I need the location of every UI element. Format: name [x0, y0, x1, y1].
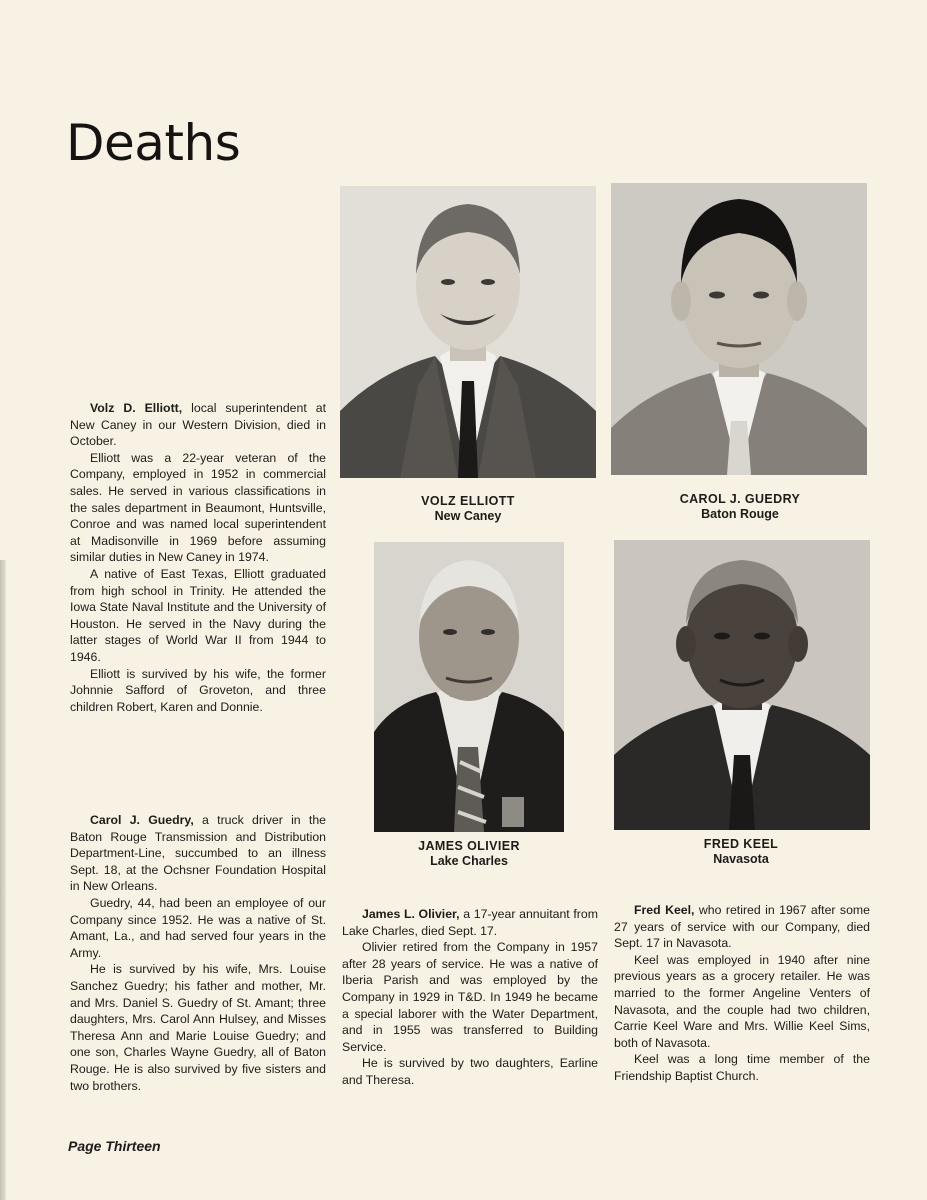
caption-location: New Caney [434, 509, 502, 523]
caption-location: Navasota [713, 852, 769, 866]
obituary-carol-guedry [70, 812, 326, 1094]
obituary-lead-name: Fred Keel, [634, 903, 695, 917]
caption-name: FRED KEEL [703, 837, 779, 851]
caption-name: JAMES OLIVIER [418, 839, 520, 853]
caption-volz-elliott [360, 494, 576, 524]
obituary-paragraph: He is survived by two daughters, Earline and Theresa. [342, 1056, 598, 1087]
obituary-paragraph: He is survived by his wife, Mrs. Louise Sanchez Guedry; his father and mother, Mr. and Mrs. Daniel S. Guedry of St. Amant; three daughters, Mrs. Carol Ann Hulsey, and Misses Theresa Ann and Marie Louise Guedry; and one son, Charles Wayne Guedry, all of Baton Rouge. He is also survived by five sisters and two brothers. [70, 962, 326, 1093]
obituary-lead-name: Volz D. Elliott, [90, 401, 183, 415]
obituary-james-olivier [342, 906, 598, 1089]
page-edge-shadow [0, 560, 6, 1200]
caption-location: Lake Charles [430, 854, 508, 868]
obituary-fred-keel [614, 902, 870, 1085]
obituary-lead [70, 400, 326, 450]
obituary-paragraph: Keel was a long time member of the Friendship Baptist Church. [614, 1052, 870, 1083]
obituary-lead [70, 812, 326, 895]
obituary-lead-text: a truck driver in the Baton Rouge Transmission and Distribution Department-Line, succumbed to an illness Sept. 18, at the Ochsner Foundation Hospital in New Orleans. [70, 813, 327, 894]
obituary-lead-text: who retired in 1967 after some 27 years of service with our Company, died Sept. 17 in Navasota. [614, 903, 870, 951]
obituary-lead-text: local superintendent at New Caney in our Western Division, died in October. [70, 401, 326, 449]
obituary-lead-text: a 17-year annuitant from Lake Charles, died Sept. 17. [342, 907, 598, 938]
obituary-paragraph: Keel was employed in 1940 after nine previous years as a grocery retailer. He was married to the former Angeline Venters of Navasota, and the couple had two children, Carrie Keel Ware and Mrs. Willie Keel Sims, both of Navasota. [614, 952, 870, 1050]
obituary-paragraph: Guedry, 44, had been an employee of our Company since 1952. He was a native of St. Amant, La., and had served four years in the Army. [70, 895, 326, 960]
obituary-paragraph: A native of East Texas, Elliott graduated from high school in Trinity. He attended the Iowa State Naval Institute and the University of Houston. He served in the Navy during the latter stages of World War II from 1944 to 1946. [70, 566, 326, 664]
obituary-lead [342, 906, 598, 939]
caption-location: Baton Rouge [701, 507, 779, 521]
page-title: Deaths [66, 114, 241, 172]
portrait-james-olivier [374, 542, 564, 832]
portrait-fred-keel [614, 540, 870, 830]
obituary-paragraph: Olivier retired from the Company in 1957 after 28 years of service. He was a native of Iberia Parish and was employed by the Company in 1929 in T&D. In 1949 he became a special laborer with the Water Department, and in 1955 was transferred to Building Service. [342, 940, 598, 1054]
obituary-lead-name: Carol J. Guedry, [90, 813, 194, 827]
obituary-paragraph: Elliott is survived by his wife, the former Johnnie Safford of Groveton, and three children Robert, Karen and Donnie. [70, 666, 326, 714]
caption-carol-guedry [630, 492, 850, 522]
page-number: Page Thirteen [68, 1138, 161, 1154]
caption-name: CAROL J. GUEDRY [679, 492, 801, 506]
caption-fred-keel [632, 837, 850, 867]
obituary-lead-name: James L. Olivier, [362, 907, 460, 921]
portrait-carol-guedry [611, 183, 867, 475]
caption-name: VOLZ ELLIOTT [421, 494, 515, 508]
portrait-volz-elliott [340, 186, 596, 478]
caption-james-olivier [360, 839, 578, 869]
obituary-paragraph: Elliott was a 22-year veteran of the Company, employed in 1952 in commercial sales. He served in various classifications in the sales department in Beaumont, Huntsville, Conroe and was named local superintendent at Madisonville in 1969 before assuming similar duties in New Caney in 1974. [70, 450, 326, 565]
obituary-volz-elliott [70, 400, 326, 715]
obituary-lead [614, 902, 870, 952]
